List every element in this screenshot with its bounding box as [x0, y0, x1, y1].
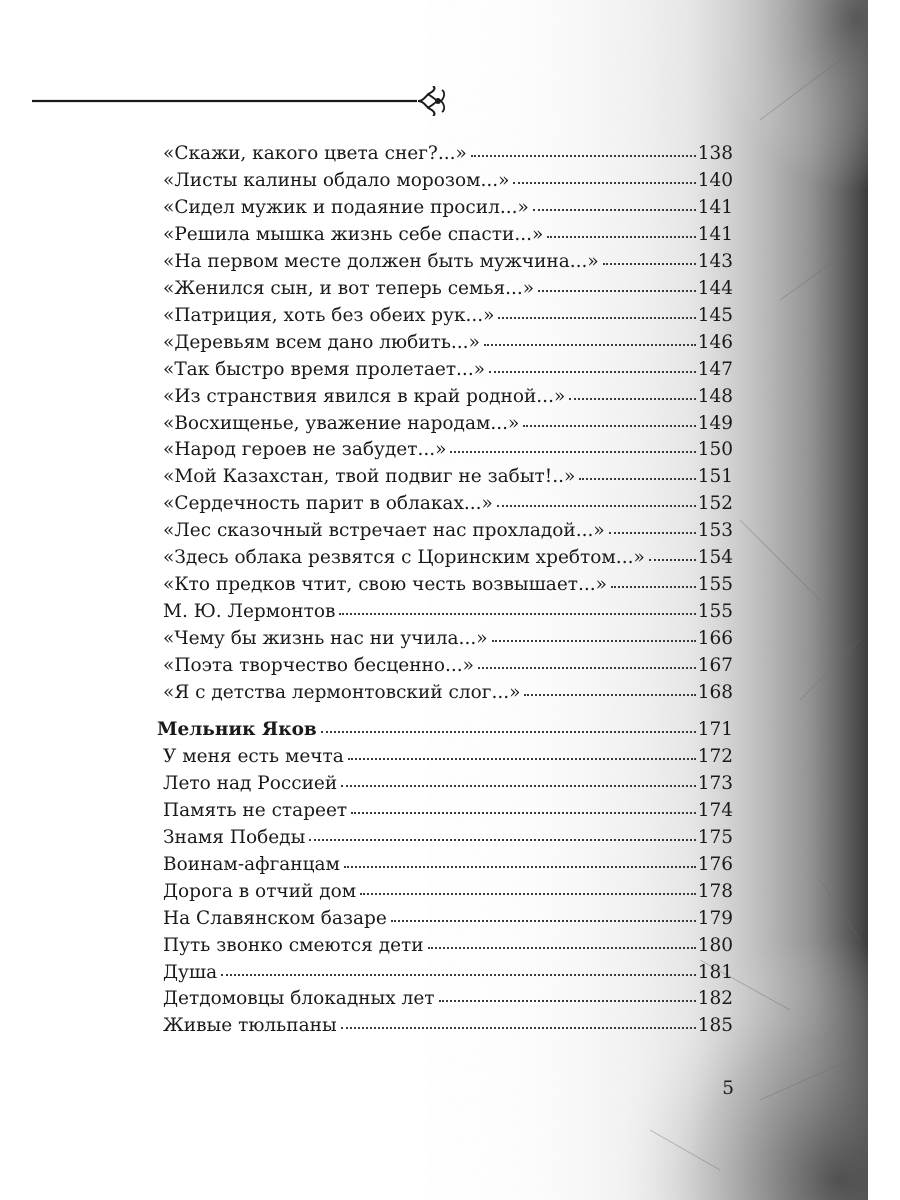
- toc-dot-leader: [478, 653, 696, 669]
- toc-dot-leader: [538, 276, 696, 292]
- toc-entry: [163, 1013, 733, 1039]
- toc-entry-title: Живые тюльпаны: [163, 1015, 337, 1037]
- toc-entry-title: «Так быстро время пролетает...»: [163, 358, 486, 380]
- toc-entry: [163, 222, 733, 248]
- toc-dot-leader: [484, 330, 696, 346]
- toc-page-number: 149: [697, 412, 733, 434]
- toc-page-number: 152: [697, 493, 733, 515]
- toc-entry: [163, 599, 733, 625]
- toc-page-number: 153: [697, 520, 733, 542]
- toc-entry-title: «Восхищенье, уважение народам...»: [163, 412, 520, 434]
- toc-page-number: 174: [697, 799, 733, 821]
- toc-entry: [163, 906, 733, 932]
- toc-entry-title: «Мой Казахстан, твой подвиг не забыт!..»: [163, 466, 576, 488]
- toc-dot-leader: [221, 960, 696, 976]
- toc-entry-title: «Народ героев не забудет...»: [163, 439, 447, 461]
- toc-entry-title: На Славянском базаре: [163, 907, 387, 929]
- toc-page-number: 178: [697, 880, 733, 902]
- toc-dot-leader: [533, 195, 696, 211]
- toc-page-number: 144: [697, 277, 733, 299]
- toc-entry-title: «Поэта творчество бесценно...»: [163, 655, 474, 677]
- toc-entry: [163, 384, 733, 410]
- toc-dot-leader: [611, 572, 696, 588]
- toc-entry-title: Дорога в отчий дом: [163, 880, 357, 902]
- toc-entry-title: М. Ю. Лермонтов: [163, 601, 336, 623]
- toc-page-number: 151: [697, 466, 733, 488]
- toc-dot-leader: [513, 168, 695, 184]
- toc-entry-title: Путь звонко смеются дети: [163, 934, 424, 956]
- toc-entry-title: «Здесь облака резвятся с Цоринским хребтом...»: [163, 547, 645, 569]
- toc-entry: [163, 276, 733, 302]
- toc-entry-title: «Я с детства лермонтовский слог...»: [163, 682, 521, 703]
- toc-page-number: 179: [697, 907, 733, 929]
- toc-entry-title: Лето над Россией: [163, 772, 338, 794]
- toc-entry: [163, 195, 733, 221]
- toc-dot-leader: [547, 222, 695, 238]
- toc-entry: [163, 825, 733, 851]
- toc-page-number: 182: [697, 988, 733, 1010]
- toc-entry: [163, 986, 733, 1012]
- toc-entry-title: Детдомовцы блокадных лет: [163, 988, 435, 1010]
- toc-page-number: 155: [697, 601, 733, 623]
- toc-dot-leader: [351, 798, 696, 814]
- toc-dot-leader: [348, 744, 696, 760]
- toc-entry-title: «На первом месте должен быть мужчина...»: [163, 250, 599, 272]
- toc-entry: [163, 572, 733, 598]
- toc-page-number: 173: [697, 772, 733, 794]
- toc-entry-title: Душа: [163, 961, 218, 983]
- toc-entry: [163, 798, 733, 824]
- toc-author-heading: [157, 717, 733, 743]
- toc-entry: [163, 330, 733, 356]
- toc-entry: [163, 249, 733, 275]
- toc-dot-leader: [344, 852, 696, 868]
- page-number: 5: [722, 1078, 734, 1099]
- toc-dot-leader: [428, 933, 696, 949]
- toc-entry: [163, 518, 733, 544]
- toc-dot-leader: [569, 384, 695, 400]
- toc-page-number: 141: [697, 196, 733, 218]
- toc-entry-title: «Решила мышка жизнь себе спасти...»: [163, 223, 544, 245]
- toc-entry-title: «Сердечность парит в облаках...»: [163, 493, 493, 515]
- toc-page-number: 145: [697, 304, 733, 326]
- toc-page-number: 155: [697, 574, 733, 596]
- toc-dot-leader: [339, 599, 695, 615]
- toc-dot-leader: [391, 906, 696, 922]
- toc-dot-leader: [360, 879, 696, 895]
- toc-dot-leader: [471, 141, 696, 157]
- toc-entry-title: «Лес сказочный встречает нас прохладой...»: [163, 520, 605, 542]
- toc-entry: [163, 879, 733, 905]
- toc-entry: [163, 357, 733, 383]
- toc-entry-title: «Чему бы жизнь нас ни учила...»: [163, 628, 488, 650]
- toc-entry-title: «Деревьям всем дано любить...»: [163, 331, 480, 353]
- toc-entry: [163, 653, 733, 679]
- toc-page-number: 172: [697, 745, 733, 767]
- toc-page-number: 168: [697, 682, 733, 703]
- toc-dot-leader: [524, 680, 695, 696]
- toc-dot-leader: [309, 825, 695, 841]
- toc-entry-title: Воинам-афганцам: [163, 853, 340, 875]
- toc-dot-leader: [603, 249, 696, 265]
- toc-entry: [163, 141, 733, 167]
- toc-dot-leader: [498, 303, 695, 319]
- toc-dot-leader: [523, 411, 695, 427]
- toc-entry-title: Память не стареет: [163, 799, 348, 821]
- toc-page-number: 147: [697, 358, 733, 380]
- toc-dot-leader: [439, 986, 696, 1002]
- toc-page-number: 185: [697, 1015, 733, 1037]
- toc-entry: [163, 771, 733, 797]
- toc-entry: [163, 464, 733, 490]
- ornamental-rule: [32, 86, 452, 116]
- toc-dot-leader: [341, 771, 696, 787]
- toc-dot-leader: [579, 464, 695, 480]
- toc-entry: [163, 437, 733, 463]
- toc-author-name: Мельник Яков: [157, 718, 317, 740]
- toc-entry: [163, 744, 733, 770]
- toc-page-number: 167: [697, 655, 733, 677]
- toc-entry: [163, 303, 733, 329]
- toc-page-number: 176: [697, 853, 733, 875]
- toc-dot-leader: [450, 437, 695, 453]
- toc-entry-title: «Из странствия явился в край родной...»: [163, 385, 566, 407]
- toc-page-number: 143: [697, 250, 733, 272]
- toc-dot-leader: [497, 491, 696, 507]
- toc-entry-title: «Сидел мужик и подаяние просил...»: [163, 196, 529, 218]
- toc-page-number: 150: [697, 439, 733, 461]
- toc-entry-title: «Патриция, хоть без обеих рук...»: [163, 304, 495, 326]
- toc-page-number: 180: [697, 934, 733, 956]
- toc-page-number: 175: [697, 826, 733, 848]
- toc-entry: [163, 626, 733, 652]
- toc-page-number: 141: [697, 223, 733, 245]
- toc-dot-leader: [492, 626, 696, 642]
- toc-page-number: 154: [697, 547, 733, 569]
- toc-dot-leader: [489, 357, 696, 373]
- toc-dot-leader: [321, 717, 696, 733]
- toc-entry-title: «Кто предков чтит, свою честь возвышает...»: [163, 574, 607, 596]
- toc-page-number: 146: [697, 331, 733, 353]
- toc-entry: [163, 491, 733, 517]
- toc-entry: [163, 168, 733, 194]
- toc-dot-leader: [609, 518, 696, 534]
- toc-entry-title: «Женился сын, и вот теперь семья...»: [163, 277, 535, 299]
- toc-page-number: 166: [697, 628, 733, 650]
- toc-page-number: 181: [697, 961, 733, 983]
- toc-page-number: 171: [697, 718, 733, 740]
- toc-entry: [163, 960, 733, 986]
- toc-entry-title: «Скажи, какого цвета снег?...»: [163, 143, 467, 164]
- toc-dot-leader: [649, 545, 696, 561]
- toc-page-number: 140: [697, 169, 733, 191]
- toc-entry: [163, 545, 733, 571]
- toc-entry-title: Знамя Победы: [163, 826, 306, 848]
- toc-entry-title: У меня есть мечта: [163, 745, 344, 767]
- toc-page-number: 148: [697, 385, 733, 407]
- toc-entry: [163, 852, 733, 878]
- toc-dot-leader: [341, 1013, 696, 1029]
- toc-page-number: 138: [697, 143, 733, 164]
- toc-entry: [163, 933, 733, 959]
- toc-entry-title: «Листы калины обдало морозом...»: [163, 169, 510, 191]
- toc-entry: [163, 680, 733, 706]
- toc-entry: [163, 411, 733, 437]
